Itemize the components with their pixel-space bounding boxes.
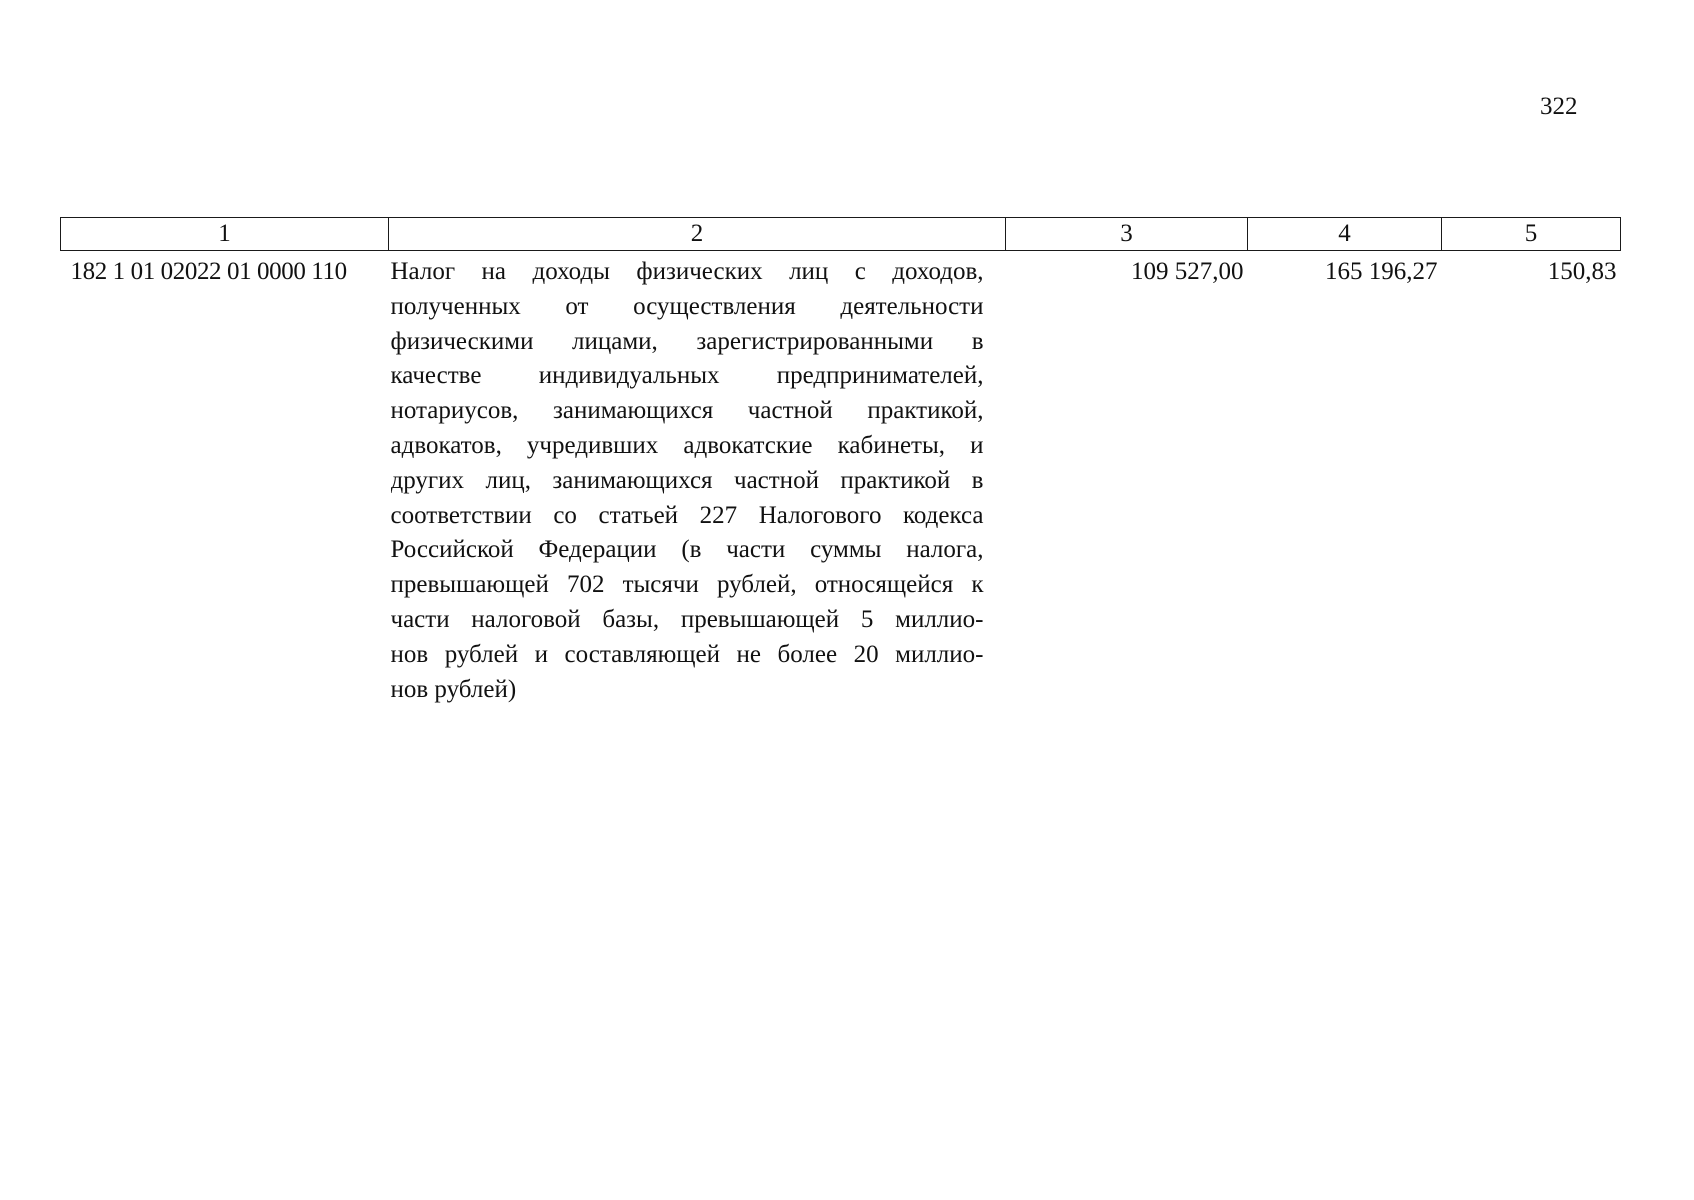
budget-table	[60, 217, 1621, 708]
description-line: Российской Федерации (в части суммы налога,	[390, 536, 984, 564]
column-header-4: 4	[1248, 218, 1442, 251]
header-row	[61, 218, 1621, 251]
value-column-5: 150,83	[1547, 258, 1617, 285]
budget-classification-code: 182 1 01 02022 01 0000 110	[70, 258, 347, 285]
description-line: адвокатов, учредивших адвокатские кабинеты, и	[390, 431, 984, 459]
description-line: нов рублей)	[390, 675, 517, 703]
description-line: части налоговой базы, превышающей 5 миллио-	[390, 605, 984, 633]
description-line: полученных от осуществления деятельности	[390, 292, 984, 320]
table-body	[61, 251, 1621, 709]
description-line: качестве индивидуальных предпринимателей,	[390, 362, 984, 390]
page-number: 322	[1540, 93, 1578, 120]
table-row	[61, 251, 1621, 709]
description-line: превышающей 702 тысячи рублей, относящейся к	[390, 571, 984, 599]
description-line: соответствии со статьей 227 Налогового кодекса	[390, 501, 984, 529]
column-header-2: 2	[389, 218, 1006, 251]
column-header-5: 5	[1442, 218, 1621, 251]
description-line: Налог на доходы физических лиц с доходов,	[390, 258, 984, 285]
description-line: нов рублей и составляющей не более 20 миллио-	[390, 640, 984, 668]
column-header-1: 1	[61, 218, 389, 251]
description-line: других лиц, занимающихся частной практикой в	[390, 466, 984, 494]
value-column-4: 165 196,27	[1325, 258, 1438, 285]
description-line: нотариусов, занимающихся частной практикой,	[390, 397, 984, 425]
description-line: физическими лицами, зарегистрированными в	[390, 327, 984, 355]
column-header-3: 3	[1006, 218, 1248, 251]
table-header	[61, 218, 1621, 251]
income-description	[389, 251, 1006, 709]
value-column-3: 109 527,00	[1131, 258, 1244, 285]
